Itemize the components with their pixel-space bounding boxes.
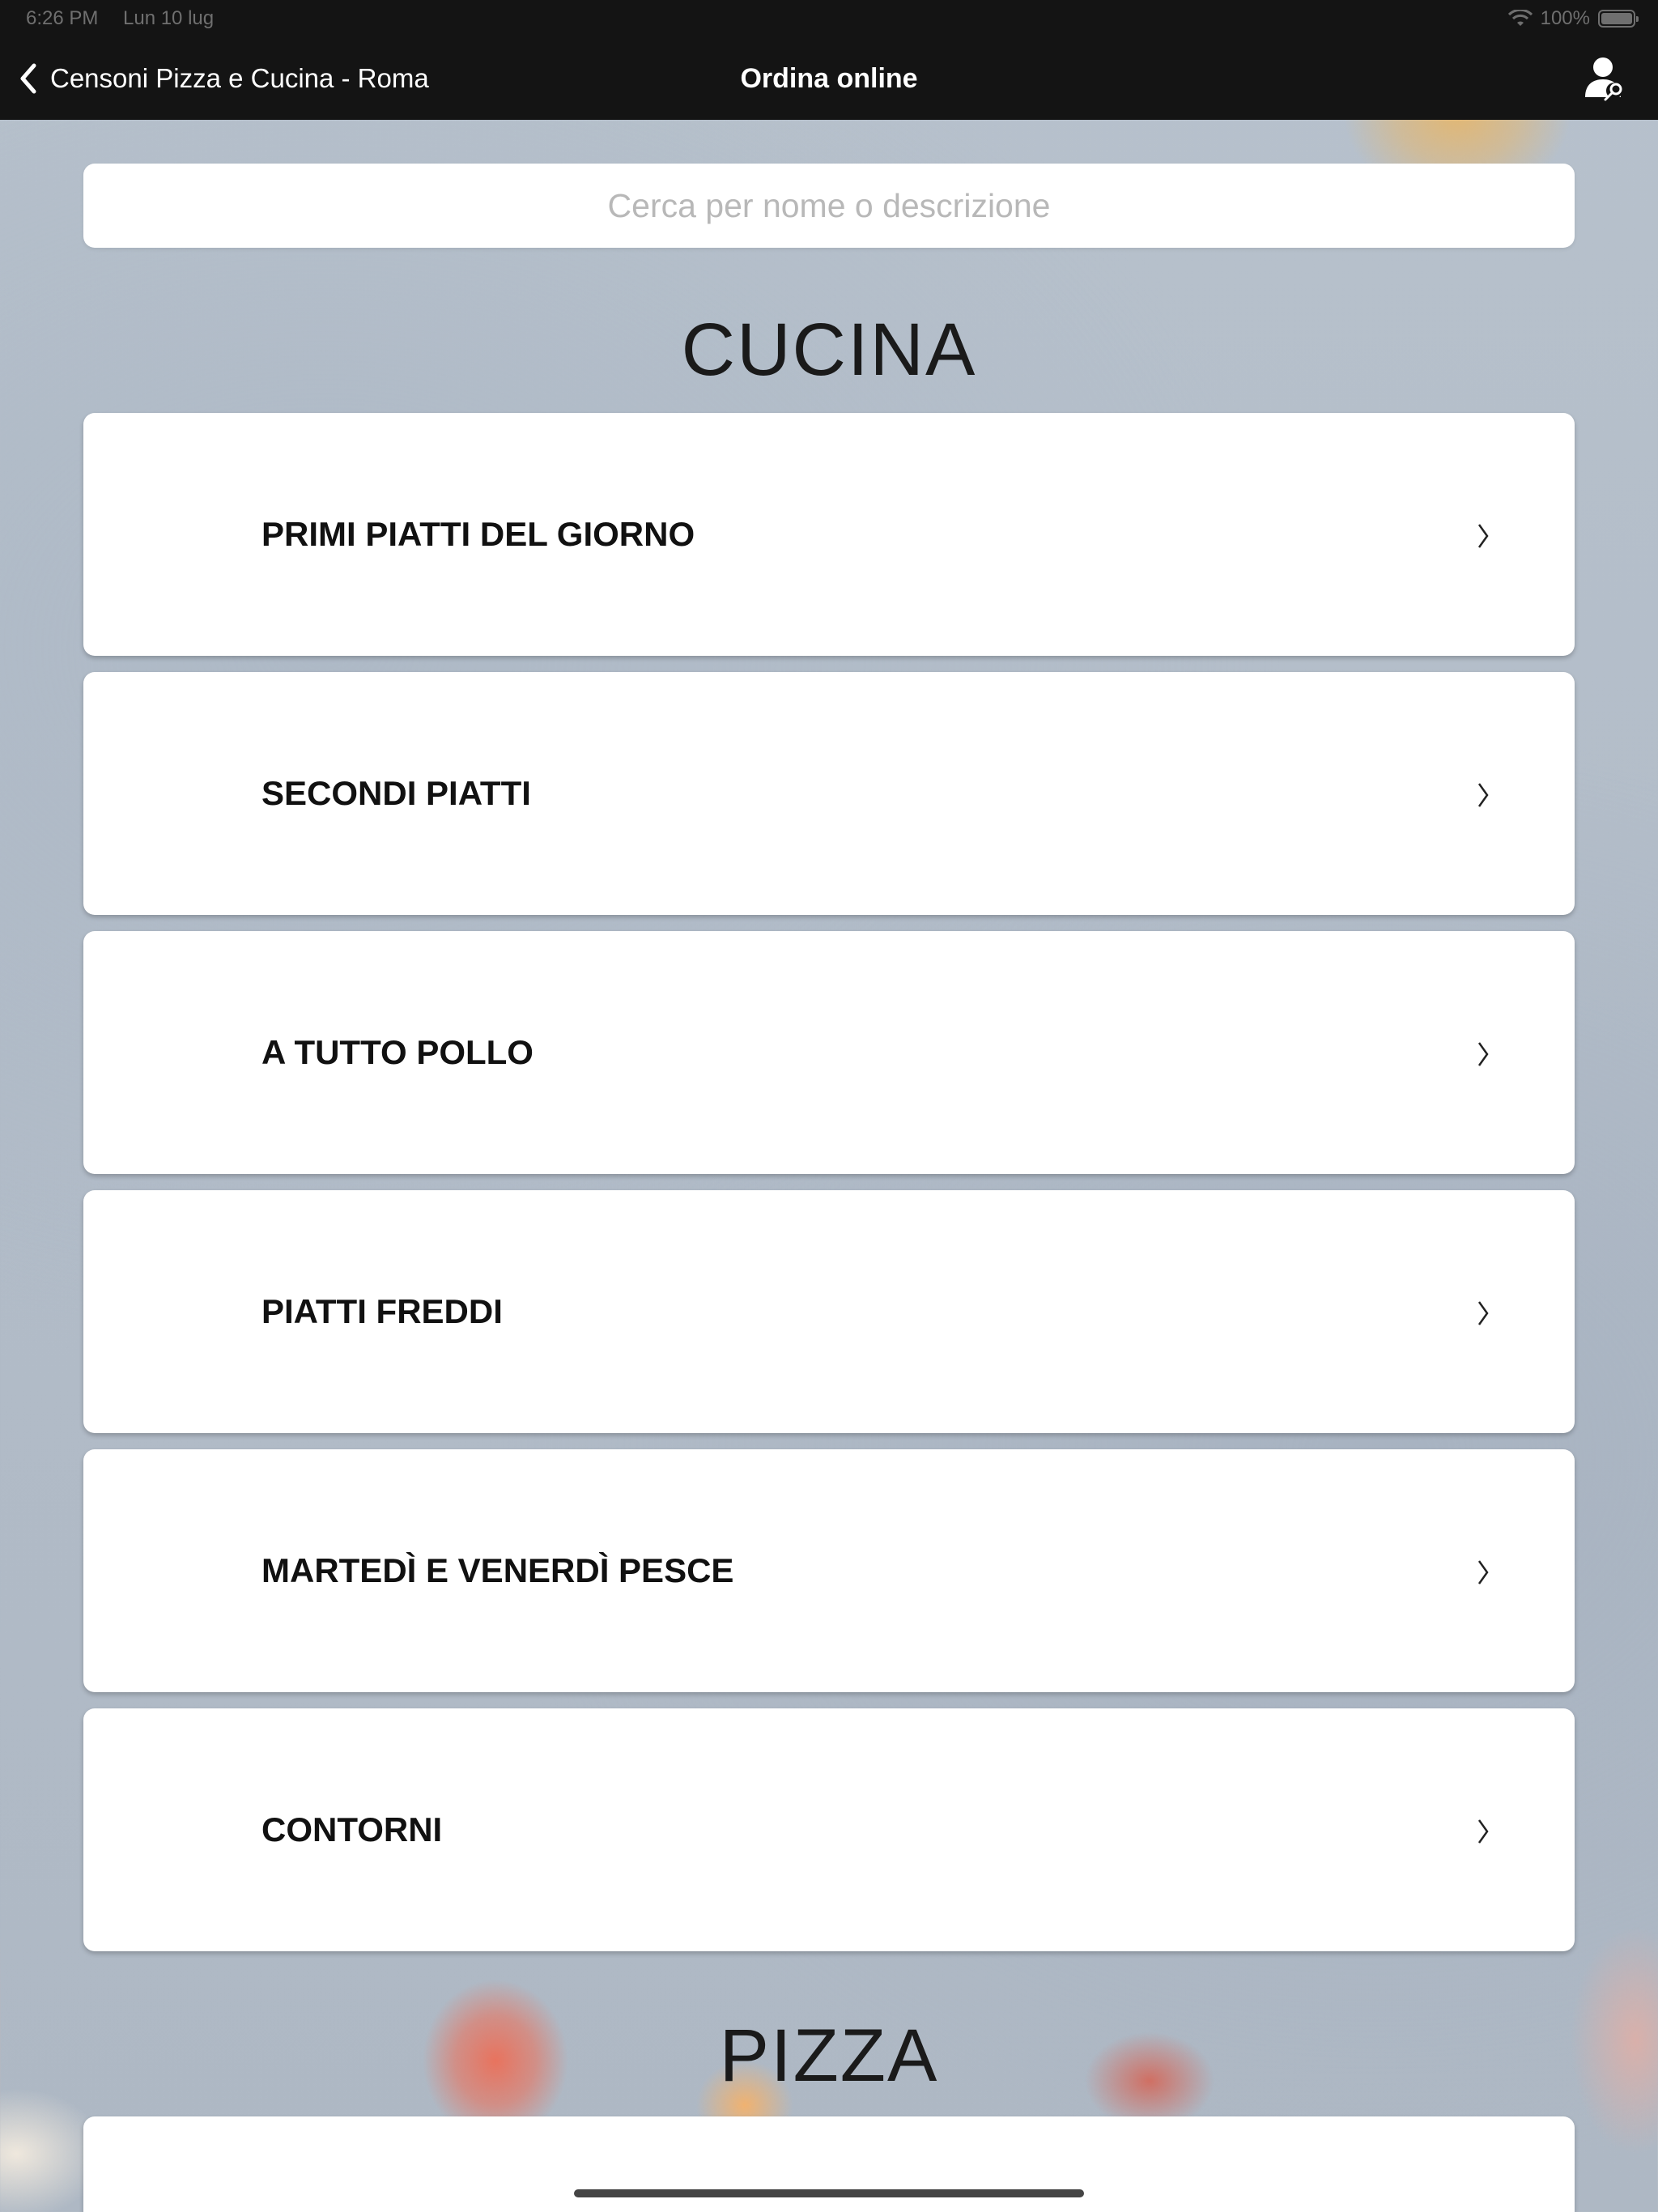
page-title: Ordina online <box>740 63 918 94</box>
home-indicator <box>574 2189 1084 2197</box>
category-label: SECONDI PIATTI <box>261 774 531 812</box>
category-primi-piatti[interactable] <box>83 413 1575 656</box>
chevron-right-icon <box>1477 1041 1489 1067</box>
chevron-right-icon <box>1477 523 1489 549</box>
category-label: CONTORNI <box>261 1810 443 1848</box>
wifi-icon <box>1508 10 1533 28</box>
section-title-cucina: CUCINA <box>681 308 977 391</box>
back-button[interactable] <box>19 37 429 120</box>
search-box <box>83 164 1575 248</box>
category-a-tutto-pollo[interactable] <box>83 931 1575 1174</box>
chevron-right-icon <box>1477 782 1489 808</box>
category-secondi-piatti[interactable] <box>83 672 1575 915</box>
chevron-right-icon <box>1477 1300 1489 1326</box>
account-button[interactable] <box>1580 55 1629 104</box>
section-title-pizza: PIZZA <box>719 2014 939 2097</box>
category-label: PRIMI PIATTI DEL GIORNO <box>261 515 695 553</box>
user-key-icon <box>1580 55 1629 104</box>
status-bar <box>0 0 1658 37</box>
category-contorni[interactable] <box>83 1708 1575 1951</box>
status-indicators <box>1508 0 1635 37</box>
battery-percent: 100% <box>1540 7 1590 29</box>
category-label: PIATTI FREDDI <box>261 1292 503 1330</box>
search-input[interactable] <box>83 164 1575 248</box>
chevron-right-icon <box>1477 1559 1489 1585</box>
status-date: Lun 10 lug <box>123 7 215 29</box>
category-piatti-freddi[interactable] <box>83 1190 1575 1433</box>
category-card-partial[interactable] <box>83 2116 1575 2212</box>
chevron-left-icon <box>19 62 37 95</box>
category-label: A TUTTO POLLO <box>261 1033 534 1071</box>
category-martedi-venerdi-pesce[interactable] <box>83 1449 1575 1692</box>
back-label: Censoni Pizza e Cucina - Roma <box>50 63 429 93</box>
category-label: MARTEDÌ E VENERDÌ PESCE <box>261 1551 734 1589</box>
navigation-bar <box>0 37 1658 120</box>
status-time: 6:26 PM <box>26 7 99 29</box>
battery-icon <box>1598 10 1635 28</box>
chevron-right-icon <box>1477 1819 1489 1844</box>
